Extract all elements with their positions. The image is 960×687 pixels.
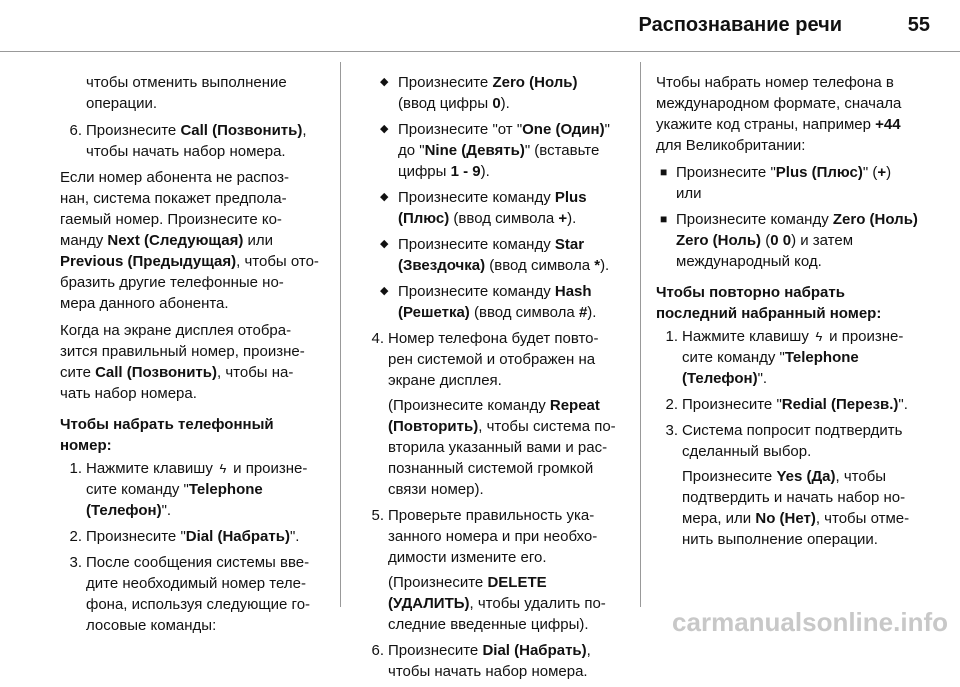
page-number: 55 (907, 14, 930, 36)
list-item: ◆ Произнесите команду Star (Звездочка) (ввод символа *). (380, 236, 610, 274)
list-item-note: (Произнесите команду Repeat (Повторить), чтобы система по- вторила указанный вами и рас- познанный системой громкой связи номер). (388, 397, 616, 498)
list-item: 6. Произнесите Call (Позвонить), чтобы начать набор номера. (69, 122, 307, 160)
list-item: 4. Номер телефона будет повто- рен системой и отображен на экране дисплея. (Произнесите команду Repeat (Повторить), чтобы система по- вторила указанный вами и рас- познанный системой громкой связи номер). (362, 328, 632, 500)
diamond-bullet-icon: ◆ (380, 76, 389, 88)
section-heading: Чтобы набрать телефонный номер: (60, 416, 274, 454)
square-bullet-icon: ■ (660, 165, 668, 179)
column-1 (60, 72, 330, 641)
diamond-bullet-icon: ◆ (380, 238, 389, 250)
diamond-bullet-icon: ◆ (380, 123, 389, 135)
paragraph: Чтобы набрать номер телефона в международном формате, сначала укажите код страны, например +44 для Великобритании: (656, 74, 902, 154)
list-item: ◆ Произнесите команду Plus (Плюс) (ввод символа +). (380, 189, 587, 227)
diamond-bullet-icon: ◆ (380, 285, 389, 297)
list-item: ◆ Произнесите команду Hash (Решетка) (ввод символа #). (380, 283, 597, 321)
paragraph: Если номер абонента не распоз- нан, система покажет предпола- гаемый номер. Произнесите ко- манду Next (Следующая) или Previous (Предыдущая), чтобы ото- бразить другие телефонные но- мера данного абонента. (60, 169, 319, 312)
column-divider-2 (640, 62, 641, 607)
list-item: 5. Проверьте правильность ука- занного номера и при необхо- димости измените его. (Произнесите DELETE (УДАЛИТЬ), чтобы удалить по- следние введенные цифры). (362, 505, 632, 635)
page-title: Распознавание речи (638, 14, 842, 36)
column-3 (656, 72, 946, 555)
list-item: ■ Произнесите "Plus (Плюс)" (+) или (660, 164, 892, 202)
column-divider-1 (340, 62, 341, 607)
list-item: ■ Произнесите команду Zero (Ноль) Zero (Ноль) (0 0) и затем международный код. (660, 211, 918, 270)
diamond-bullet-icon: ◆ (380, 191, 389, 203)
list-item: 3. Система попросит подтвердить сделанный выбор. Произнесите Yes (Да), чтобы подтвердить и начать набор но- мера, или No (Нет), чтобы отме- нить выполнение операции. (656, 420, 946, 550)
list-item: 1. Нажмите клавишу ϟ и произне- сите команду "Telephone (Телефон)". (69, 460, 308, 519)
column-2 (362, 72, 632, 687)
section-heading: Чтобы повторно набрать последний набранный номер: (656, 284, 882, 322)
list-item: 2. Произнесите "Dial (Набрать)". (69, 528, 300, 545)
header-rule (0, 51, 960, 52)
phone-icon: ϟ (219, 461, 227, 476)
paragraph: Когда на экране дисплея отобра- зится правильный номер, произне- сите Call (Позвонить), чтобы на- чать набор номера. (60, 322, 305, 402)
list-item: 1. Нажмите клавишу ϟ и произне- сите команду "Telephone (Телефон)". (665, 328, 904, 387)
continued-text: чтобы отменить выполнение операции. (86, 74, 287, 112)
watermark: carmanualsonline.info (672, 607, 948, 637)
list-item: 6. Произнесите Dial (Набрать), чтобы начать набор номера. (371, 642, 591, 680)
phone-icon: ϟ (815, 329, 823, 344)
list-item-note: (Произнесите DELETE (УДАЛИТЬ), чтобы удалить по- следние введенные цифры). (388, 574, 606, 633)
list-item-note: Произнесите Yes (Да), чтобы подтвердить и начать набор но- мера, или No (Нет), чтобы отме- нить выполнение операции. (682, 468, 910, 548)
list-item: ◆ Произнесите Zero (Ноль) (ввод цифры 0). (380, 74, 578, 112)
list-item: 3. После сообщения системы вве- дите необходимый номер теле- фона, используя следующие го- лосовые команды: (69, 554, 311, 634)
square-bullet-icon: ■ (660, 212, 668, 226)
list-item: ◆ Произнесите "от "One (Один)" до "Nine (Девять)" (вставьте цифры 1 - 9). (380, 121, 610, 180)
list-item: 2. Произнесите "Redial (Перезв.)". (665, 396, 908, 413)
